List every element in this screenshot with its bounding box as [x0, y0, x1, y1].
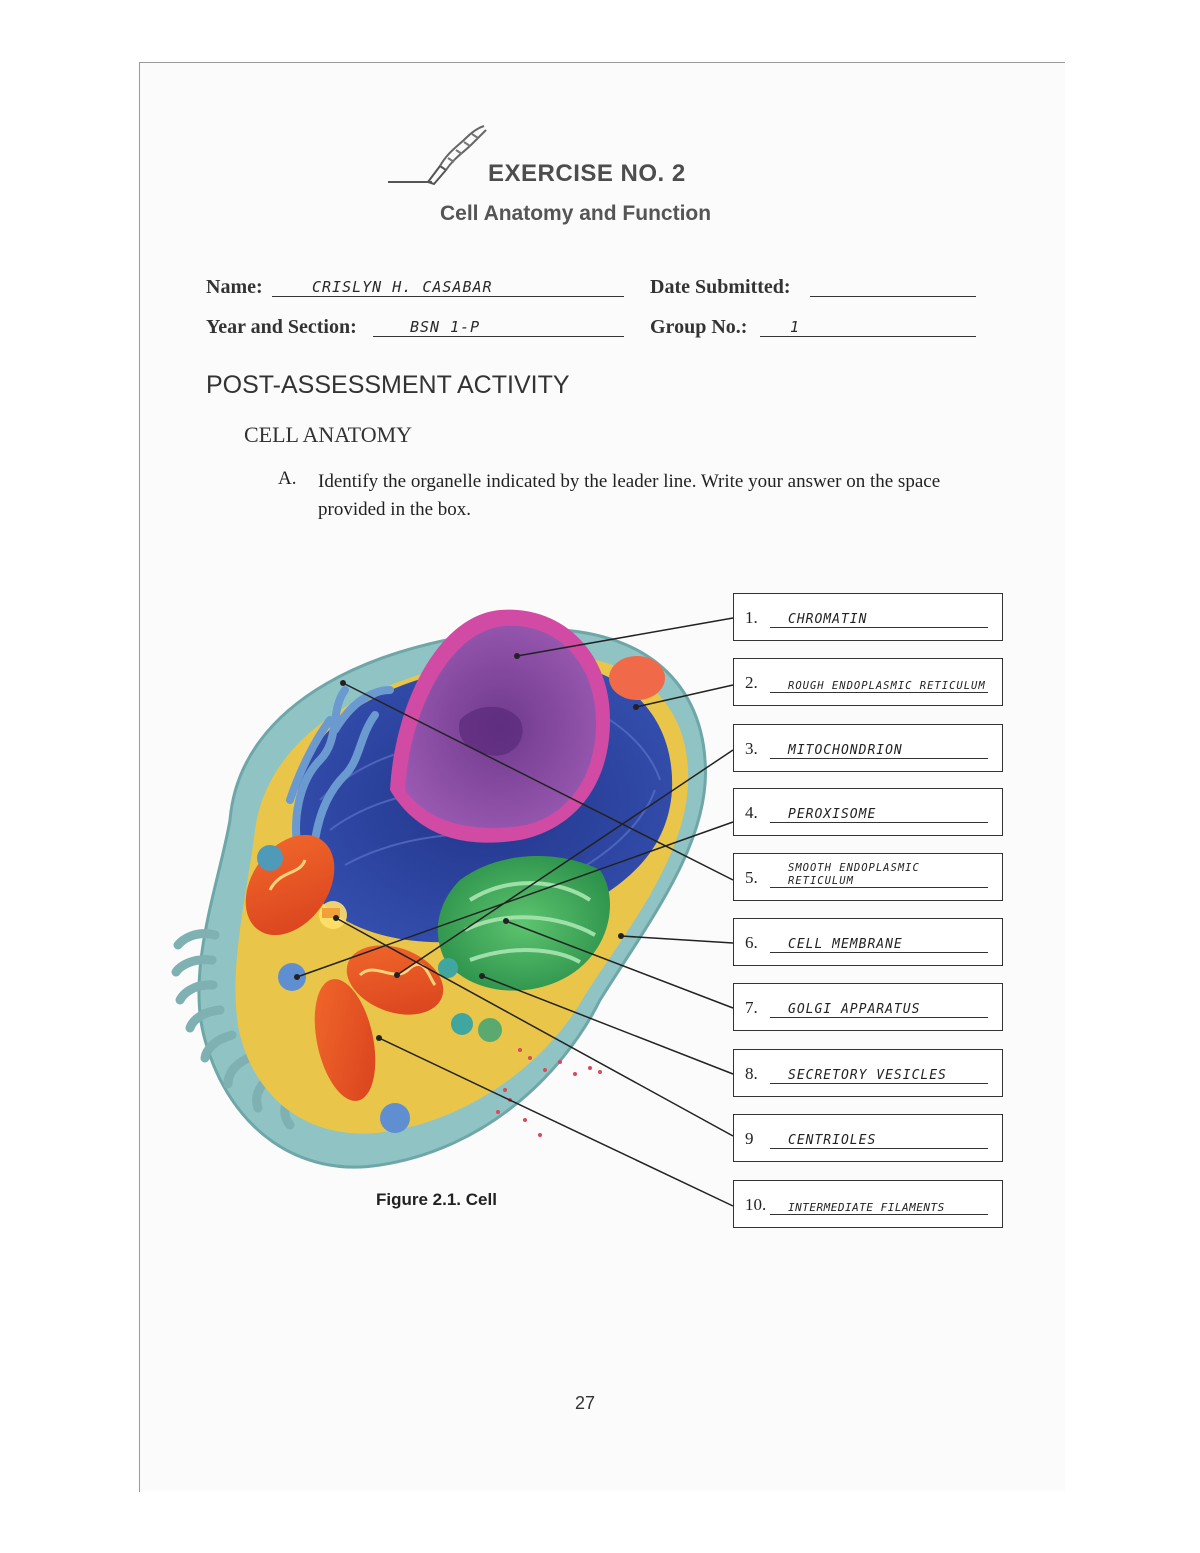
answer-box-3[interactable] — [733, 724, 1003, 772]
answer-box-5[interactable] — [733, 853, 1003, 901]
instruction-letter: A. — [278, 468, 297, 489]
dna-pen-icon — [388, 122, 488, 186]
answer-number: 9 — [745, 1129, 754, 1148]
year-section-label: Year and Section: — [206, 316, 357, 338]
answer-text[interactable]: PEROXISOME — [788, 807, 877, 822]
answer-text[interactable]: GOLGI APPARATUS — [788, 1002, 921, 1017]
answer-line — [770, 627, 988, 628]
answer-line — [770, 758, 988, 759]
cell-anatomy-heading: CELL ANATOMY — [244, 422, 413, 447]
answer-box-6[interactable] — [733, 918, 1003, 966]
answer-box-1[interactable] — [733, 593, 1003, 641]
answer-line — [770, 1017, 988, 1018]
answer-text[interactable]: INTERMEDIATE FILAMENTS — [788, 1201, 945, 1214]
answer-number: 1. — [745, 608, 758, 627]
answer-box-9[interactable] — [733, 1114, 1003, 1162]
page-border-top — [139, 62, 1065, 63]
answer-text[interactable]: ROUGH ENDOPLASMIC RETICULUM — [788, 680, 986, 692]
date-submitted-line — [810, 296, 976, 297]
answer-text[interactable]: CELL MEMBRANE — [788, 937, 903, 952]
date-submitted-label: Date Submitted: — [650, 276, 791, 298]
answer-line — [770, 1083, 988, 1084]
group-no-value[interactable]: 1 — [790, 318, 801, 336]
answer-text[interactable]: MITOCHONDRION — [788, 743, 903, 758]
answer-number: 5. — [745, 868, 758, 887]
name-label: Name: — [206, 276, 263, 298]
answer-number: 10. — [745, 1195, 767, 1214]
answer-number: 3. — [745, 739, 758, 758]
name-value[interactable]: CRISLYN H. CASABAR — [312, 278, 493, 296]
figure-caption: Figure 2.1. Cell — [376, 1190, 497, 1209]
name-line — [272, 296, 624, 297]
group-no-label: Group No.: — [650, 316, 748, 338]
answer-number: 6. — [745, 933, 758, 952]
page-background — [140, 63, 1065, 1491]
page-border-left — [139, 62, 140, 1492]
exercise-title: EXERCISE NO. 2 — [488, 160, 686, 187]
answer-box-10[interactable] — [733, 1180, 1003, 1228]
exercise-subtitle: Cell Anatomy and Function — [440, 202, 712, 225]
instruction-text: Identify the organelle indicated by the leader line. Write your answer on the space provided in the box. — [318, 471, 941, 520]
answer-number: 2. — [745, 673, 758, 692]
answer-text[interactable]: CHROMATIN — [788, 612, 868, 627]
year-section-value[interactable]: BSN 1-P — [410, 318, 481, 336]
answer-line — [770, 822, 988, 823]
answer-box-4[interactable] — [733, 788, 1003, 836]
answer-text[interactable]: SMOOTH ENDOPLASMIC RETICULUM — [788, 862, 920, 887]
answer-number: 4. — [745, 803, 758, 822]
answer-text[interactable]: CENTRIOLES — [788, 1133, 877, 1148]
answer-box-8[interactable] — [733, 1049, 1003, 1097]
year-section-line — [373, 336, 624, 337]
post-assessment-heading: POST-ASSESSMENT ACTIVITY — [206, 371, 570, 399]
answer-box-2[interactable] — [733, 658, 1003, 706]
answer-line — [770, 1148, 988, 1149]
answer-number: 8. — [745, 1064, 758, 1083]
answer-box-7[interactable] — [733, 983, 1003, 1031]
answer-number: 7. — [745, 998, 758, 1017]
answer-line — [770, 952, 988, 953]
page-number: 27 — [575, 1393, 596, 1413]
group-no-line — [760, 336, 976, 337]
answer-line — [770, 1214, 988, 1215]
answer-text[interactable]: SECRETORY VESICLES — [788, 1068, 947, 1083]
